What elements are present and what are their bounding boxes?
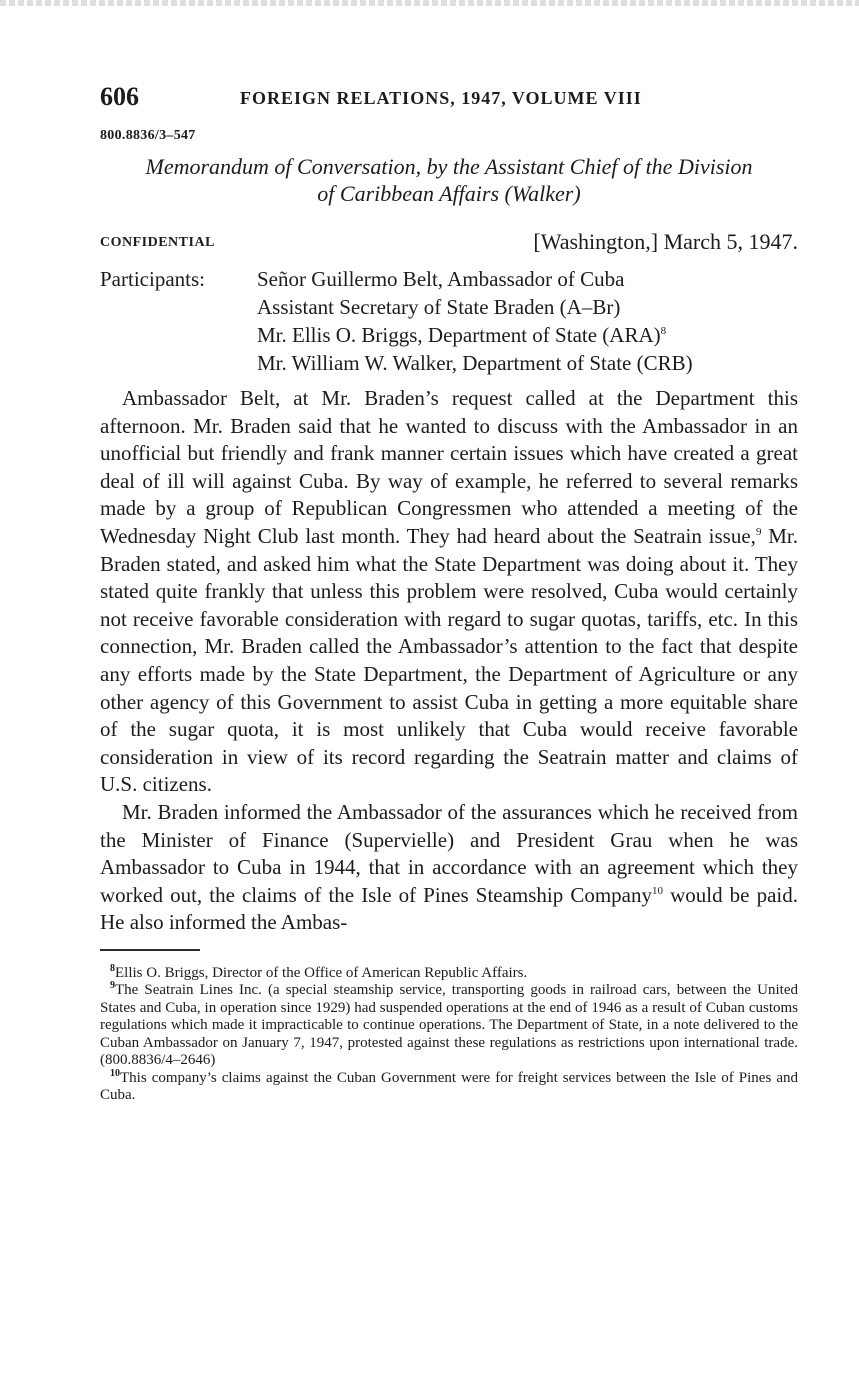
file-number: 800.8836/3–547 [100, 128, 196, 143]
paragraph-text: Mr. Braden stated, and asked him what the State Department was doing about it. They stated quite frankly that unless this problem were resolved, Cuba would certainly not receive favorable consideration with regard to sugar quotas, tariffs, etc. In this connection, Mr. Braden called the Ambassador’s attention to the fact that despite any efforts made by the State Department, the Department of Agriculture or any other agency of this Government to assist Cuba in getting a more equitable share of the sugar quota, it is most unlikely that Cuba would receive favorable consideration in view of its record regarding the Seatrain matter and claims of U.S. citizens. [100, 523, 798, 797]
paragraph-text: Mr. Braden informed the Ambassador of the assurances which he received from the Minister of Finance (Supervielle) and President Grau when he was Ambassador to Cuba in 1944, that in accordance with an agreement which they worked out, the claims of the Isle of Pines Steamship Company [100, 799, 798, 907]
participant-item [257, 265, 798, 293]
footnote-mark: 8 [110, 962, 115, 974]
scan-top-edge [0, 0, 859, 6]
body-paragraph [100, 385, 798, 799]
paragraph-text: Ambassador Belt, at Mr. Braden’s request called at the Department this afternoon. Mr. Braden said that he wanted to discuss with the Ambassador in an unofficial but friendly and frank manner certain issues which have created a great deal of ill will against Cuba. By way of example, he referred to several remarks made by a group of Republican Congressmen who attended a meeting of the Wednesday Night Club last month. They had heard about the Seatrain issue, [100, 386, 798, 548]
footnotes [100, 962, 798, 1105]
footnote [100, 1067, 798, 1105]
body-paragraph [100, 799, 798, 937]
document-page [100, 78, 798, 1105]
classification: CONFIDENTIAL [100, 235, 215, 250]
running-title: FOREIGN RELATIONS, 1947, VOLUME VIII [240, 88, 642, 108]
footnote [100, 982, 798, 1070]
participants-list [257, 265, 798, 377]
participant-text: Señor Guillermo Belt, Ambassador of Cuba [257, 267, 625, 291]
title-line-2: of Caribbean Affairs (Walker) [317, 181, 581, 206]
memo-body [100, 385, 798, 937]
footnote-text: This company’s claims against the Cuban Government were for freight services between the Isle of Pines and Cuba. [100, 1069, 798, 1104]
footnote-ref: 10 [652, 884, 664, 897]
participant-text: Mr. William W. Walker, Department of State (CRB) [257, 351, 693, 375]
footnote-mark: 9 [110, 980, 115, 992]
participant-item [257, 349, 798, 377]
document-title [100, 153, 798, 207]
participant-text: Mr. Ellis O. Briggs, Department of State (ARA) [257, 323, 661, 347]
footnote-rule [100, 949, 200, 951]
participants-label: Participants: [100, 267, 205, 291]
page-header [100, 78, 798, 118]
footnote-mark: 10 [110, 1067, 120, 1079]
participant-item [257, 321, 798, 349]
dateline: [Washington,] March 5, 1947. [533, 229, 798, 254]
participant-item [257, 293, 798, 321]
page-number: 606 [100, 82, 139, 111]
participant-text: Assistant Secretary of State Braden (A–Br) [257, 295, 621, 319]
participants-block [100, 265, 798, 377]
footnote-ref: 8 [660, 325, 667, 337]
footnote-ref: 9 [755, 525, 762, 538]
footnote [100, 962, 798, 983]
title-line-1: Memorandum of Conversation, by the Assistant Chief of the Division [145, 154, 753, 179]
footnote-text: The Seatrain Lines Inc. (a special steamship service, transporting goods in railroad cars, between the United States and Cuba, in operation since 1929) had suspended operations at the end of 1946 as a result of Cuban customs regulations which made it impracticable to continue operations. The Department of State, in a note delivered to the Cuban Ambassador on January 7, 1947, protested against these regulations as restrictions upon international trade. (800.8836/4–2646) [100, 982, 798, 1069]
paragraph-text: would be paid. He also informed the Ambas- [100, 882, 798, 935]
classification-row [100, 229, 798, 257]
footnote-text: Ellis O. Briggs, Director of the Office of American Republic Affairs. [115, 964, 528, 981]
